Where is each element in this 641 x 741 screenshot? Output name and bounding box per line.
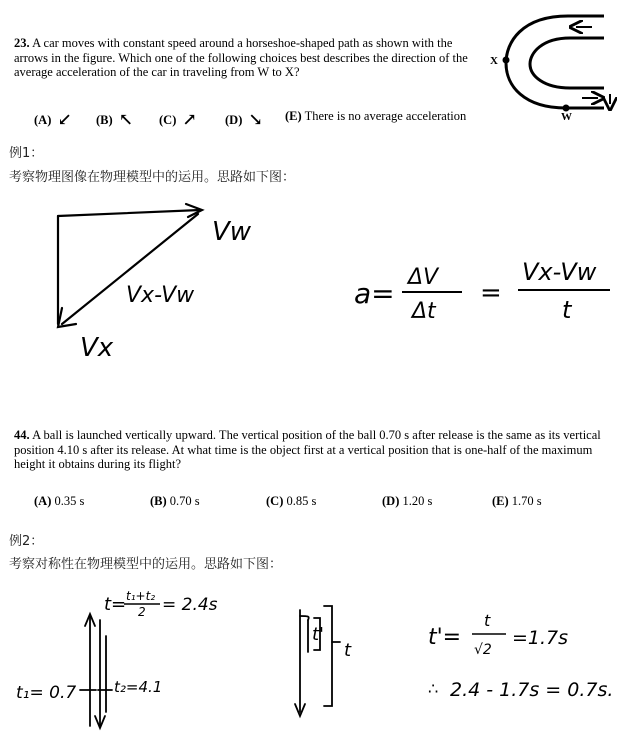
t-prime-eq: t'= bbox=[428, 625, 462, 650]
symmetry-sketch-figure bbox=[0, 576, 641, 741]
therefore-symbol: ∴ bbox=[428, 679, 439, 698]
choice-c: (C) ↗ bbox=[159, 110, 197, 129]
t1-label: t₁= 0.7 bbox=[16, 683, 77, 703]
arrow-down-right-icon: ↘ bbox=[248, 110, 263, 129]
t-top-value: = 2.4s bbox=[162, 595, 218, 615]
label-vw: Vw bbox=[212, 217, 252, 247]
problem-number: 23. bbox=[14, 36, 30, 50]
problem-44-choices bbox=[34, 494, 614, 512]
horseshoe-path-figure bbox=[486, 8, 620, 120]
choice-a: (A) 0.35 s bbox=[34, 494, 85, 508]
t-prime-bracket-label: t' bbox=[312, 624, 325, 645]
point-x-label: X bbox=[490, 55, 498, 67]
choice-b: (B) ↖ bbox=[96, 110, 134, 129]
formula-dt: Δt bbox=[412, 299, 436, 324]
label-vx-minus-vw: Vx-Vw bbox=[126, 283, 195, 308]
vector-diff-arrowhead bbox=[58, 308, 76, 327]
mid-large-bracket bbox=[324, 606, 332, 706]
frac-numerator: t bbox=[484, 611, 491, 630]
horseshoe-inner bbox=[530, 38, 604, 88]
choice-e: (E) 1.70 s bbox=[492, 494, 542, 508]
problem-statement: A ball is launched vertically upward. The vertical position of the ball 0.70 s after release is the same as its vertical position 4.10 s after its release. At what time is the object first at a vertical position that is one-half of the maximum height it obtains during its flight? bbox=[14, 428, 601, 471]
t-top-denominator: 2 bbox=[138, 605, 146, 619]
choice-d: (D) ↘ bbox=[225, 110, 263, 129]
problem-number: 44. bbox=[14, 428, 30, 442]
choice-e: (E) There is no average acceleration bbox=[285, 109, 467, 123]
label-vx: Vx bbox=[80, 333, 114, 363]
vector-vw-line bbox=[58, 210, 200, 216]
choice-d: (D) 1.20 s bbox=[382, 494, 433, 508]
t-bracket-label: t bbox=[344, 640, 352, 661]
example-1-label: 例1： bbox=[9, 146, 44, 161]
formula-numerator: Vx-Vw bbox=[522, 258, 597, 286]
problem-statement: A car moves with constant speed around a horseshoe-shaped path as shown with the arrows in the figure. Which one of the following choices best describes the direction of the average acceleration of the car in traveling from W to X? bbox=[14, 36, 468, 79]
choice-a: (A) ↙ bbox=[34, 110, 72, 129]
example-2-label: 例2： bbox=[9, 534, 44, 549]
formula-dv: ΔV bbox=[408, 265, 439, 290]
frac-value: =1.7s bbox=[512, 627, 569, 649]
t-top-numerator: t₁+t₂ bbox=[126, 589, 156, 603]
arrow-up-right-icon: ↗ bbox=[182, 110, 197, 129]
problem-23-choices bbox=[34, 109, 504, 129]
formula-a-lhs: a= bbox=[354, 277, 395, 310]
choice-c: (C) 0.85 s bbox=[266, 494, 317, 508]
problem-23-text bbox=[14, 36, 484, 80]
vector-triangle-figure bbox=[0, 184, 641, 374]
problem-44-text bbox=[14, 428, 626, 472]
t2-label: t₂=4.1 bbox=[114, 678, 163, 696]
t-top-label: t= bbox=[104, 594, 127, 615]
example-1-description: 考察物理图像在物理模型中的运用。思路如下图： bbox=[9, 170, 296, 185]
final-result: 2.4 - 1.7s = 0.7s. bbox=[450, 679, 614, 701]
choice-b: (B) 0.70 s bbox=[150, 494, 200, 508]
formula-denominator: t bbox=[562, 296, 572, 324]
frac-denominator: √2 bbox=[474, 642, 492, 658]
point-x-dot bbox=[503, 57, 510, 64]
arrow-up-left-icon: ↖ bbox=[118, 110, 134, 129]
arrow-down-left-icon: ↙ bbox=[57, 110, 72, 129]
point-w-label: W bbox=[561, 111, 572, 120]
formula-equals: = bbox=[480, 278, 502, 308]
example-2-description: 考察对称性在物理模型中的运用。思路如下图： bbox=[9, 557, 283, 572]
horseshoe-outer bbox=[506, 16, 604, 108]
